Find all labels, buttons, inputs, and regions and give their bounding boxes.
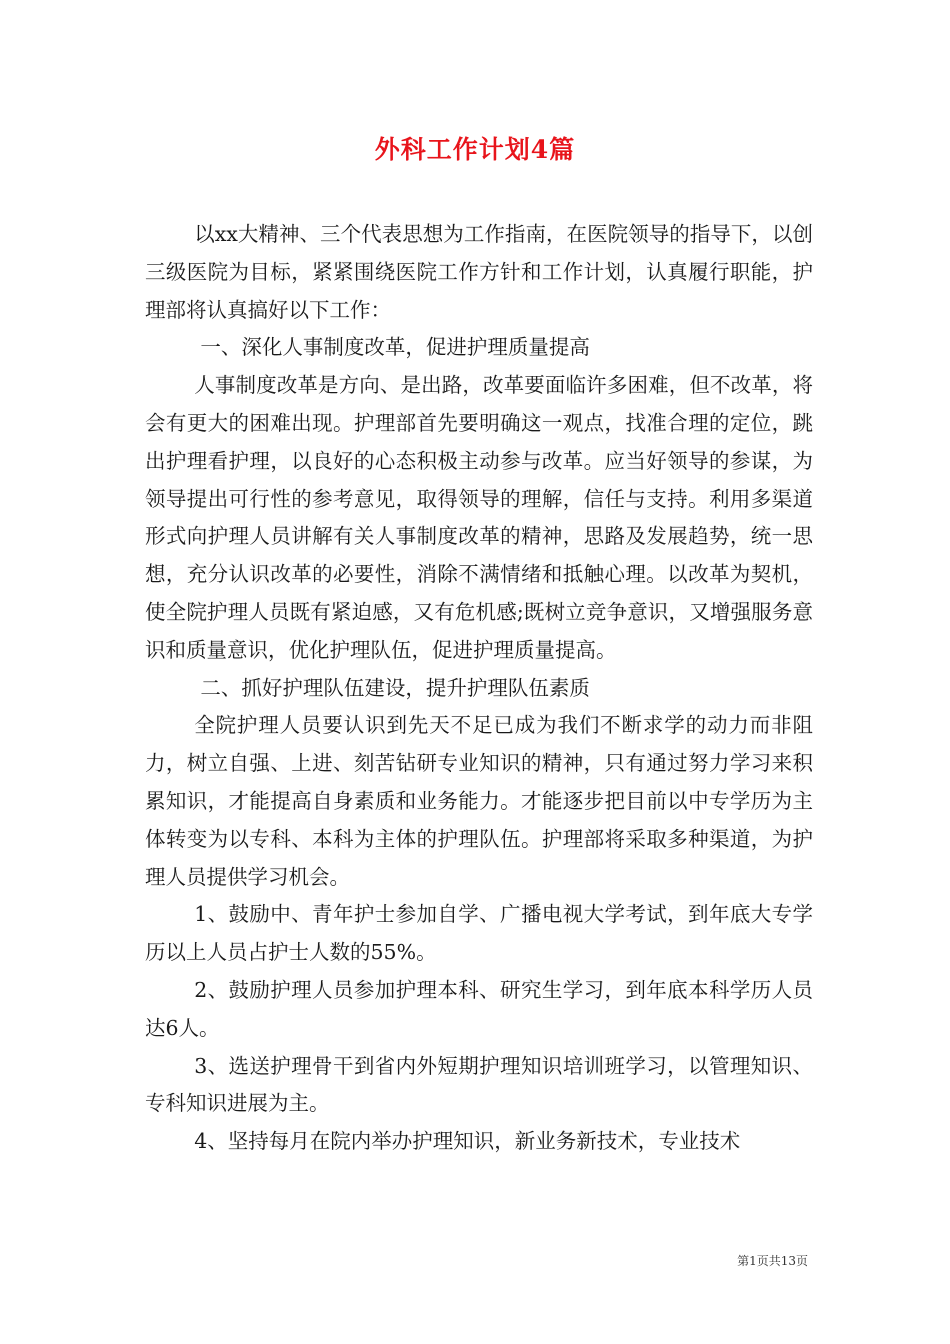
list-item-4: 4、坚持每月在院内举办护理知识，新业务新技术，专业技术	[194, 1129, 741, 1154]
list-item-2: 2、鼓励护理人员参加护理本科、研究生学习，到年底本科学历人员达6人。	[145, 977, 813, 1040]
paragraph-team: 全院护理人员要认识到先天不足已成为我们不断求学的动力而非阻力，树立自强、上进、刻苦钻研专业知识的精神，只有通过努力学习来积累知识，才能提高自身素质和业务能力。才能逐步把目前以中专学历为主体转变为以专科、本科为主体的护理队伍。护理部将采取多种渠道，为护理人员提供学习机会。	[145, 713, 813, 889]
document-body	[145, 216, 813, 1161]
document-title: 外科工作计划4篇	[374, 135, 576, 164]
paragraph-intro: 以xx大精神、三个代表思想为工作指南，在医院领导的指导下，以创三级医院为目标，紧紧围绕医院工作方针和工作计划，认真履行职能，护理部将认真搞好以下工作：	[145, 222, 813, 322]
list-item-1: 1、鼓励中、青年护士参加自学、广播电视大学考试，到年底大专学历以上人员占护士人数的55%。	[145, 902, 813, 965]
paragraph-reform: 人事制度改革是方向、是出路，改革要面临许多困难，但不改革，将会有更大的困难出现。护理部首先要明确这一观点，找准合理的定位，跳出护理看护理，以良好的心态积极主动参与改革。应当好领导的参谋，为领导提出可行性的参考意见，取得领导的理解，信任与支持。利用多渠道形式向护理人员讲解有关人事制度改革的精神，思路及发展趋势，统一思想，充分认识改革的必要性，消除不满情绪和抵触心理。以改革为契机，使全院护理人员既有紧迫感，又有危机感;既树立竞争意识，又增强服务意识和质量意识，优化护理队伍，促进护理质量提高。	[145, 373, 813, 662]
section-heading-2: 二、抓好护理队伍建设，提升护理队伍素质	[200, 675, 590, 700]
section-heading-1: 一、深化人事制度改革，促进护理质量提高	[200, 335, 590, 360]
page-number: 第1页共13页	[737, 1254, 808, 1268]
list-item-3: 3、选送护理骨干到省内外短期护理知识培训班学习，以管理知识、专科知识进展为主。	[145, 1053, 813, 1116]
